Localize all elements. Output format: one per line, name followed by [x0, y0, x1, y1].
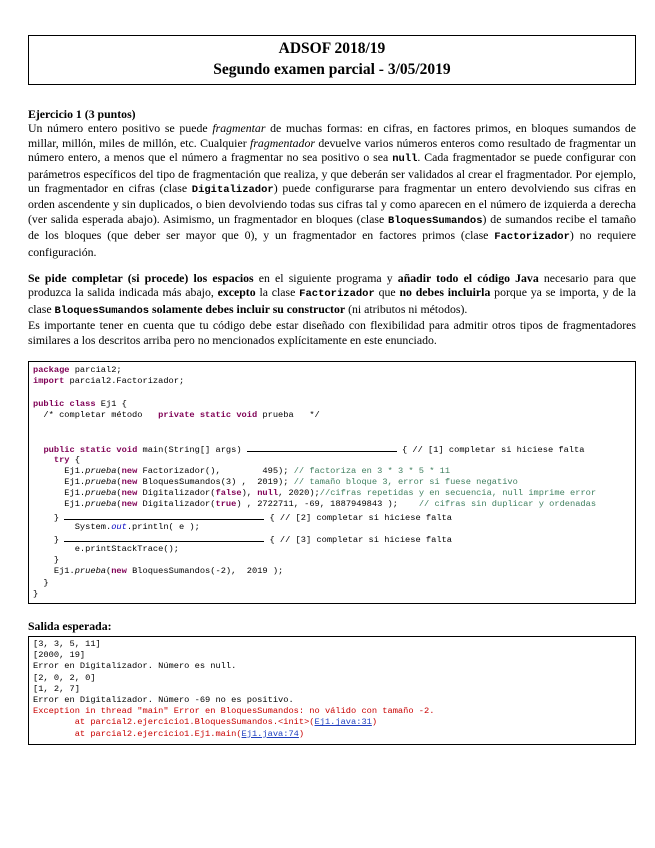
- exercise-heading: Ejercicio 1 (3 puntos): [28, 107, 136, 121]
- exam-header: [28, 35, 636, 85]
- code-listing: package parcial2; import parcial2.Factorizador; public class Ej1 { /* completar método private static void prueba */ public static void main(String[] args) { // [1] completar si hiciese falta try { Ej1.prueba(new Factorizador(), 495); // factoriza en 3 * 3 * 5 * 11 Ej1.prueba(new BloquesSumandos(3) , 2019); // tamaño bloque 3, error si fuese negativo Ej1.prueba(new Digitalizador(false), null, 2020);//cifras repetidas y en secuencia, null imprime error Ej1.prueba(new Digitalizador(true) , 2722711, -69, 1887949843 ); // cifras sin duplicar y ordenadas } { // [2] completar si hiciese falta System.out.println( e ); } { // [3] completar si hiciese falta e.printStackTrace(); } Ej1.prueba(new BloquesSumandos(-2), 2019 ); } }: [28, 361, 636, 604]
- stacktrace-link-2[interactable]: Ej1.java:74: [241, 728, 299, 739]
- output-line: [3, 3, 5, 11]: [33, 639, 101, 650]
- blank-3[interactable]: [64, 533, 264, 542]
- exam-page: [28, 35, 636, 745]
- exam-subtitle: Segundo examen parcial - 3/05/2019: [213, 61, 451, 78]
- stacktrace-line-2: at parcial2.ejercicio1.Ej1.main(Ej1.java:74): [33, 728, 305, 739]
- output-line: [2, 0, 2, 0]: [33, 672, 96, 683]
- expected-output-console: [28, 636, 636, 745]
- expected-output-title: Salida esperada:: [28, 619, 112, 634]
- stacktrace-link-1[interactable]: Ej1.java:31: [314, 717, 372, 728]
- exercise-paragraph-3: Es importante tener en cuenta que tu código debe estar diseñado con flexibilidad para admitir otros tipos de fragmentadores similares a los descritos arriba pero no mencionados explícitamente en este enunciado.: [28, 318, 636, 347]
- exercise-paragraph-2: Se pide completar (si procede) los espacios en el siguiente programa y añadir todo el código Java necesario para que produzca la salida indicada más abajo, excepto la clase Factorizador que no debes incluirla porque ya se importa, y de la clase BloquesSumandos solamente debes incluir su constructor (ni atributos ni métodos).: [28, 271, 636, 317]
- blank-2[interactable]: [64, 511, 264, 520]
- exercise-paragraph-1: Un número entero positivo se puede fragmentar de muchas formas: en cifras, en factores primos, en bloques sumandos de millar, millón, miles de millón, etc. Cualquier fragmentador devuelve varios números enteros como resultado de fragmentar un número entero, a menos que el número a fragmentar no sea positivo o sea null. Cada fragmentador se puede configurar con parámetros específicos del tipo de fragmentación que realiza, y que deberán ser validados al crear el fragmentador. Por ejemplo, un fragmentador en cifras (clase Digitalizador) puede configurarse para fragmentar un entero devolviendo sus cifras en orden ascendente y sin duplicados, o bien devolviendo todas sus cifras tal y como aparecen en el número de izquierda a derecha (ver salida esperada abajo). Asimismo, un fragmentador en bloques (clase BloquesSumandos) de sumandos recibe el tamaño de los bloques (que deber ser mayor que 0), y un fragmentador en factores primos (clase Factorizador) no requiere configuración.: [28, 121, 637, 259]
- blank-1[interactable]: [247, 443, 397, 452]
- output-line: [1, 2, 7]: [33, 683, 80, 694]
- exception-line: Exception in thread "main" Error en BloquesSumandos: no válido con tamaño -2.: [33, 706, 435, 717]
- output-line: [2000, 19]: [33, 650, 86, 661]
- exam-title: ADSOF 2018/19: [278, 40, 386, 57]
- output-line: Error en Digitalizador. Número -69 no es positivo.: [33, 694, 294, 705]
- output-line: Error en Digitalizador. Número es null.: [33, 661, 237, 672]
- exercise-statement: [28, 107, 636, 347]
- stacktrace-line-1: at parcial2.ejercicio1.BloquesSumandos.<init>(Ej1.java:31): [33, 717, 378, 728]
